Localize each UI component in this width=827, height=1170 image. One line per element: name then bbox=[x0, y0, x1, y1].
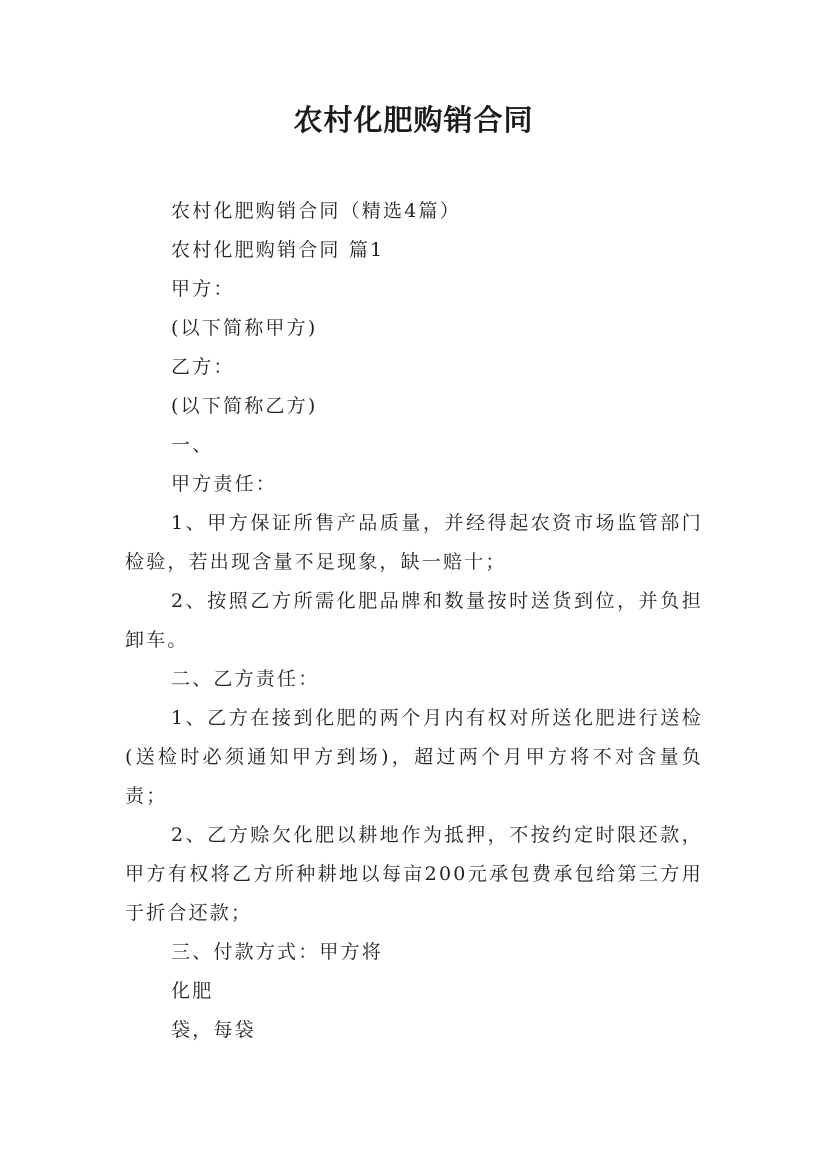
paragraph-a-duty-2: 2、按照乙方所需化肥品牌和数量按时送货到位，并负担卸车。 bbox=[125, 590, 703, 651]
paragraph-party-a-note: (以下简称甲方) bbox=[171, 317, 318, 339]
paragraph-section-one: 一、 bbox=[171, 434, 214, 456]
paragraph-party-a: 甲方： bbox=[171, 278, 235, 300]
paragraph-party-b-duties: 二、乙方责任： bbox=[171, 668, 320, 690]
paragraph-b-duty-1: 1、乙方在接到化肥的两个月内有权对所送化肥进行送检(送检时必须通知甲方到场)，超过两个月甲方将不对含量负责； bbox=[125, 707, 703, 807]
document-title: 农村化肥购销合同 bbox=[293, 103, 534, 137]
paragraph-b-duty-2: 2、乙方赊欠化肥以耕地作为抵押，不按约定时限还款，甲方有权将乙方所种耕地以每亩200元承包费承包给第三方用于折合还款； bbox=[125, 824, 703, 924]
paragraph-party-a-duties: 甲方责任： bbox=[171, 473, 278, 495]
paragraph-payment: 三、付款方式：甲方将 bbox=[171, 941, 384, 963]
paragraph-per-bag: 袋，每袋 bbox=[171, 1019, 256, 1041]
paragraph-party-b: 乙方： bbox=[171, 356, 235, 378]
paragraph-party-b-note: (以下简称乙方) bbox=[171, 395, 318, 417]
paragraph-section-title: 农村化肥购销合同 篇1 bbox=[171, 239, 385, 261]
paragraph-a-duty-1: 1、甲方保证所售产品质量，并经得起农资市场监管部门检验，若出现含量不足现象，缺一赔十； bbox=[125, 512, 703, 573]
paragraph-fertilizer: 化肥 bbox=[171, 980, 214, 1002]
document-body bbox=[125, 192, 703, 1050]
paragraph-heading-selection: 农村化肥购销合同（精选4篇） bbox=[171, 200, 461, 222]
